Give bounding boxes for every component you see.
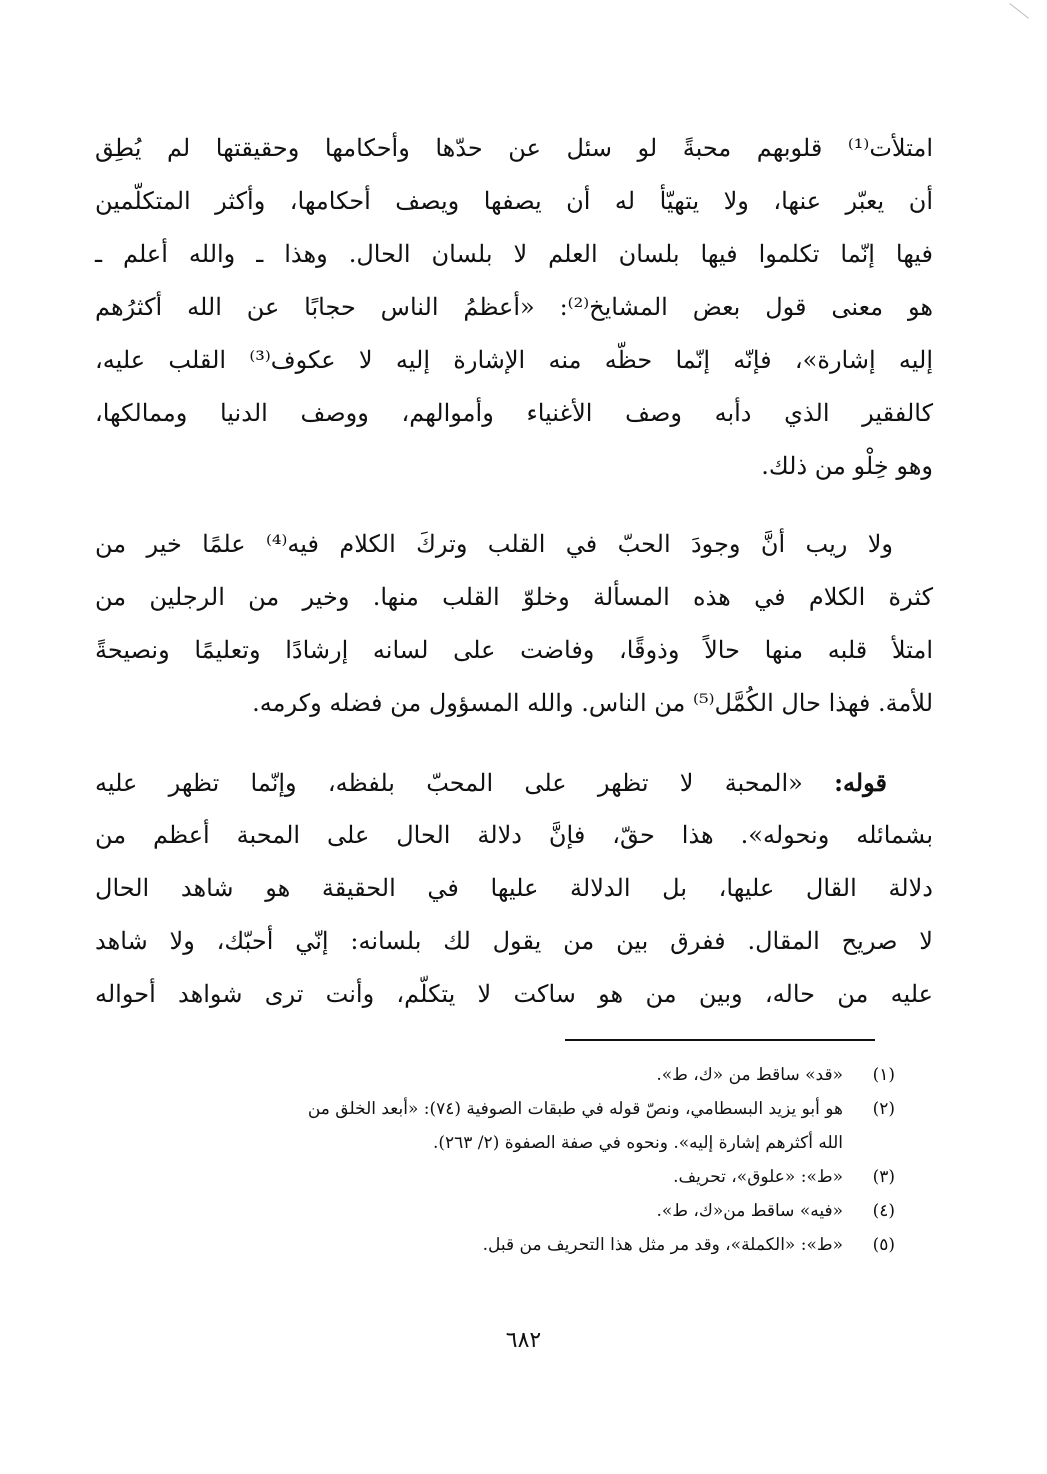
footnote-text: هو أبو يزيد البسطامي، ونصّ قوله في طبقات الصوفية (٧٤): «أبعد الخلق من	[307, 1099, 843, 1119]
footnote-2-continued: الله أكثرهم إشارة إليه». ونحوه في صفة الصفوة (٢/ ٢٦٣).	[432, 1133, 843, 1153]
footnote-text: «ط»: «الكملة»، وقد مر مثل هذا التحريف من قبل.	[482, 1235, 843, 1255]
text-line: امتلأ قلبه منها حالاً وذوقًا، وفاضت على لسانه إرشادًا وتعليمًا ونصيحةً	[95, 636, 933, 664]
text-line: كثرة الكلام في هذه المسألة وخلوّ القلب منها. وخير من الرجلين من	[95, 583, 933, 611]
footnote-2	[95, 1092, 895, 1126]
text-line: هو معنى قول بعض المشايخ⁽²⁾: «أعظمُ الناس حجابًا عن الله أكثرُهم	[95, 293, 933, 321]
text-run: «المحبة لا تظهر على المحبّ بلفظه، وإنّما تظهر عليه	[95, 769, 803, 797]
paragraph-1	[95, 122, 933, 493]
text-line: ولا ريب أنَّ وجودَ الحبّ في القلب وتركَ الكلام فيه⁽⁴⁾ علمًا خير من	[95, 530, 893, 558]
footnote-number: (٢)	[872, 1099, 895, 1119]
footnote-text: «فيه» ساقط من«ك، ط».	[656, 1201, 843, 1221]
footnotes	[95, 1058, 895, 1262]
text-line: فيها إنّما تكلموا فيها بلسان العلم لا بلسان الحال. وهذا ـ والله أعلم ـ	[95, 240, 933, 268]
paragraph-2	[95, 518, 933, 730]
scan-mark	[995, 3, 1029, 37]
text-line: إليه إشارة»، فإنّه إنّما حظّه منه الإشارة إليه لا عكوف⁽³⁾ القلب عليه،	[95, 346, 934, 374]
footnote-5	[95, 1228, 895, 1262]
text-line: وهو خِلْو من ذلك.	[761, 452, 933, 480]
text-line: للأمة. فهذا حال الكُمَّل⁽⁵⁾ من الناس. والله المسؤول من فضله وكرمه.	[252, 689, 933, 717]
footnote-text: «قد» ساقط من «ك، ط».	[656, 1065, 843, 1085]
lead-word: قوله:	[834, 768, 887, 797]
text-line: كالفقير الذي دأبه وصف الأغنياء وأموالهم، ووصف الدنيا وممالكها،	[95, 399, 933, 427]
footnote-number: (٣)	[872, 1167, 895, 1187]
footnote-number: (١)	[872, 1065, 895, 1085]
text-line: عليه من حاله، وبين من هو ساكت لا يتكلّم، وأنت ترى شواهد أحواله	[95, 980, 933, 1008]
paragraph-3	[95, 756, 933, 1021]
footnote-text: «ط»: «علوق»، تحريف.	[673, 1167, 843, 1187]
text-line: لا صريح المقال. ففرق بين من يقول لك بلسانه: إنّي أحبّك، ولا شاهد	[95, 927, 933, 955]
text-line	[95, 756, 933, 809]
text-line: امتلأت⁽¹⁾ قلوبهم محبةً لو سئل عن حدّها وأحكامها وحقيقتها لم يُطِق	[95, 134, 933, 162]
footnote-number: (٥)	[872, 1235, 895, 1255]
footnote-divider	[565, 1039, 875, 1041]
text-line: أن يعبّر عنها، ولا يتهيّأ له أن يصفها ويصف أحكامها، وأكثر المتكلّمين	[95, 187, 933, 215]
text-line: دلالة القال عليها، بل الدلالة عليها في الحقيقة هو شاهد الحال	[95, 874, 933, 902]
footnote-number: (٤)	[872, 1201, 895, 1221]
footnote-4	[95, 1194, 895, 1228]
footnote-1	[95, 1058, 895, 1092]
text-line: بشمائله ونحوله». هذا حقّ، فإنَّ دلالة الحال على المحبة أعظم من	[95, 821, 933, 849]
footnote-3	[95, 1160, 895, 1194]
page-number: ٦٨٢	[505, 1328, 542, 1353]
